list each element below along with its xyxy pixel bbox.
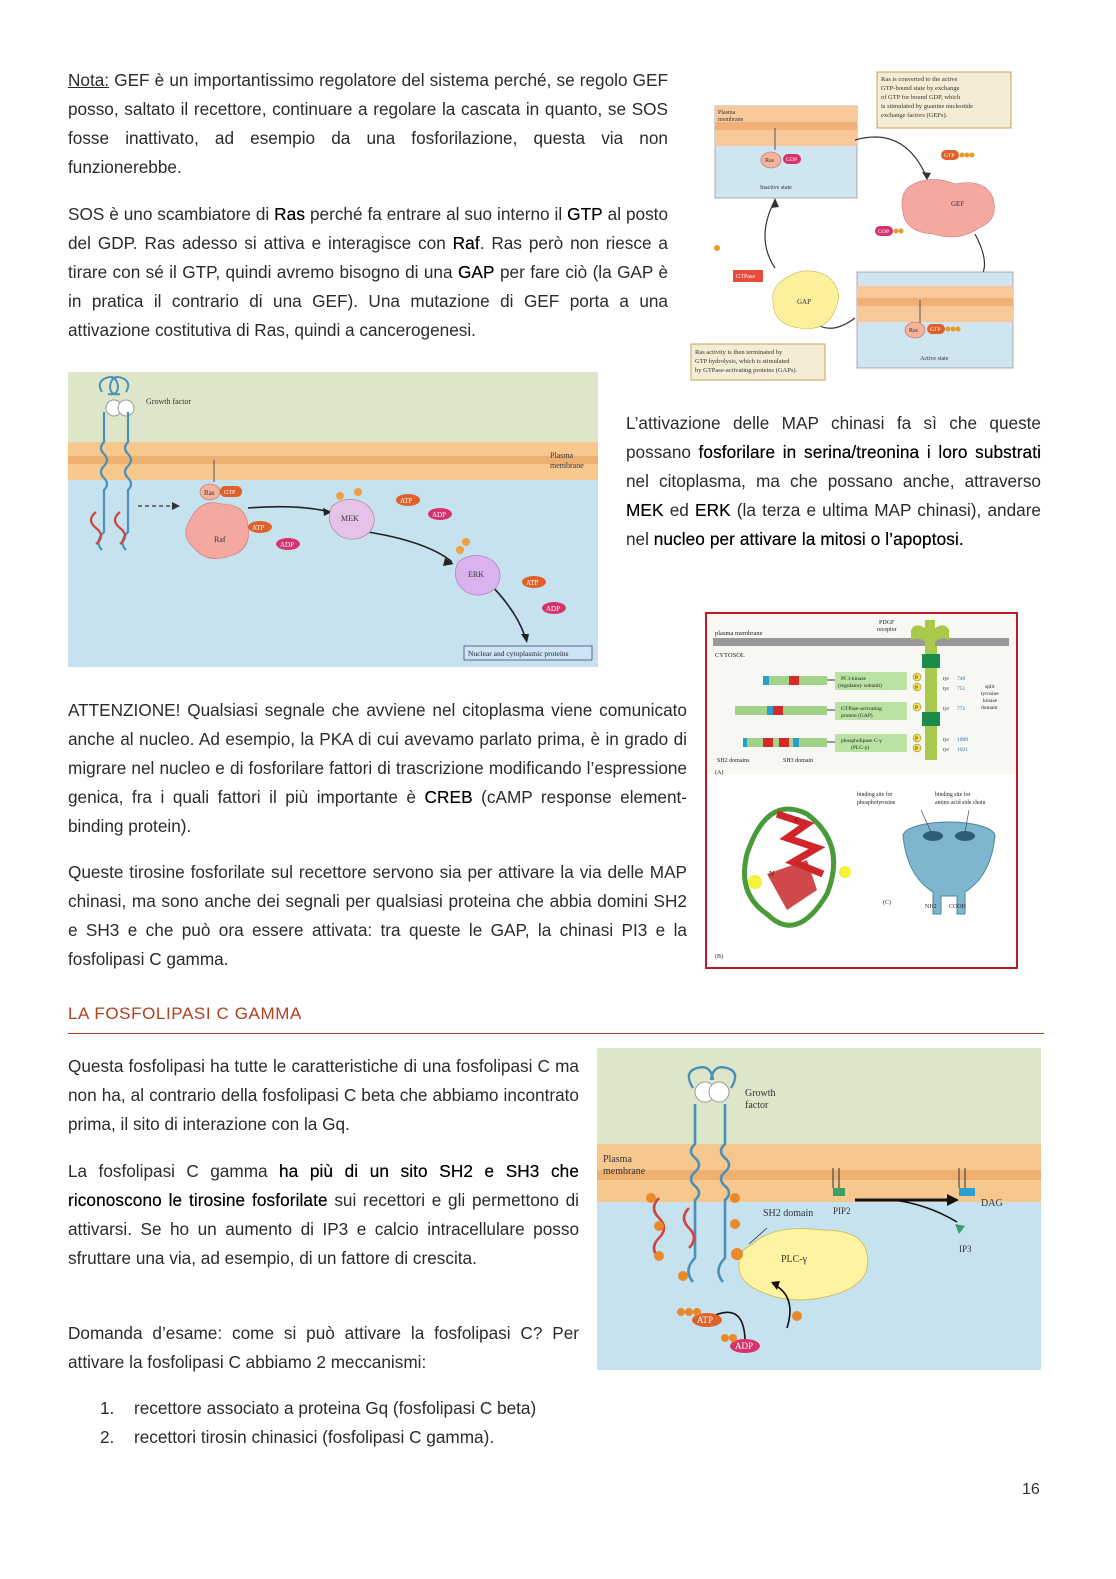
map-cascade-diagram (68, 372, 598, 667)
sos-text-4: . Ras però non riesce a tirare con sé il GTP, quindi avremo bisogno di una (68, 233, 668, 282)
sos-text-2: perché fa entrare al suo interno il (305, 204, 568, 224)
svg-text:ADP: ADP (735, 1341, 754, 1351)
dag-label: DAG (981, 1198, 1003, 1209)
note-text: GEF è un importantissimo regolatore del sistema perché, se regolo GEF posso, saltato il recettore, continuare a regolare la cascata in quanto, se SOS fosse inattivato, ad esempio da una fosforilazione, questa via non funzionerebbe. (68, 70, 668, 177)
svg-text:ATP: ATP (252, 524, 265, 532)
map-growth-factor-label: Growth factor (146, 397, 192, 406)
map-text-3: ed (663, 500, 695, 520)
note-paragraph (68, 66, 668, 182)
gtpase-label: GTPase (736, 274, 755, 280)
svg-text:P: P (915, 685, 919, 691)
svg-text:(C): (C) (883, 900, 891, 906)
map-erk-label: ERK (468, 570, 484, 579)
exam-paragraph (68, 1319, 579, 1377)
plc-sh2-label: SH2 domain (763, 1208, 814, 1219)
svg-text:P: P (915, 736, 919, 742)
svg-text:ADP: ADP (432, 511, 447, 519)
keyword-mek: MEK (626, 500, 664, 520)
keyword-erk: ERK (695, 500, 731, 520)
plc-growth-factor-label: Growth factor (745, 1088, 776, 1111)
plc-gamma-label: PLC-γ (781, 1254, 808, 1265)
figure-ras-cycle (695, 68, 1037, 386)
gdp-bound-label: GDP (786, 157, 798, 163)
figure-pdgf-receptor (705, 612, 1018, 969)
figure-map-cascade (68, 372, 598, 667)
ras-caption-bottom: Ras activity is then terminated by GTP hydrolysis, which is stimulated by GTPase-activating proteins (GAPs). (695, 349, 798, 374)
svg-text:ADP: ADP (280, 541, 295, 549)
pdgf-membrane-label: plasma membrane (715, 630, 763, 637)
svg-text:GTPase-activatingprotein (GAP): GTPase-activating protein (GAP) (841, 706, 882, 719)
plc-paragraph-1 (68, 1052, 579, 1139)
pdgf-cytosol-label: CYTOSOL (715, 652, 745, 659)
pdgf-panel-a: (A) (715, 770, 724, 776)
keyword-sh2-sh3: ha più di un sito SH2 e SH3 che riconoscono le tirosine fosforilate (68, 1161, 579, 1210)
list-item: 2. recettori tirosin chinasici (fosfolipasi C gamma). (100, 1427, 495, 1447)
sos-paragraph (68, 200, 668, 345)
gdp-released-label: GDP (878, 229, 890, 235)
pdgf-panel-b: (B) (715, 954, 723, 960)
page-number: 16 (1022, 1481, 1040, 1498)
svg-text:751: 751 (957, 686, 966, 692)
svg-text:tyr: tyr (943, 747, 950, 753)
note-label: Nota: (68, 70, 110, 90)
svg-text:COOH: COOH (949, 904, 967, 910)
svg-text:ADP: ADP (546, 605, 561, 613)
plc-text-1: Questa fosfolipasi ha tutte le caratteristiche di una fosfolipasi C ma non ha, al contrario della fosfolipasi C beta che abbiamo incontrato prima, il sito di interazione con la Gq. (68, 1056, 579, 1134)
map-targets-label: Nuclear and cytoplasmic proteins (468, 649, 569, 658)
section-divider (68, 1033, 1044, 1034)
map-paragraph (626, 409, 1041, 554)
pip2-label: PIP2 (833, 1206, 851, 1216)
sos-text-3: al posto del GDP. Ras adesso si attiva e interagisce con (68, 204, 669, 253)
exam-text: Domanda d’esame: come si può attivare la fosfolipasi C? Per attivare la fosfolipasi C abbiamo 2 meccanismi: (68, 1323, 579, 1372)
map-text-2: nel citoplasma, ma che possano anche, attraverso (626, 471, 1041, 491)
svg-text:tyr: tyr (943, 706, 950, 712)
keyword-raf: Raf (452, 233, 480, 253)
ras-inactive-label: Ras (765, 158, 774, 164)
svg-text:phospholipase C-γ(PLC-γ): phospholipase C-γ (PLC-γ) (841, 738, 882, 751)
inactive-state-label: Inactive state (760, 185, 792, 191)
map-membrane-label: Plasma membrane (550, 451, 584, 470)
svg-text:ATP: ATP (526, 579, 539, 587)
map-text-1: L’attivazione delle MAP chinasi fa sì che queste possano (626, 413, 1041, 462)
tyrosine-paragraph (68, 858, 687, 974)
inactive-state-panel (715, 106, 857, 198)
pdgf-split-kinase-label: split tyrosine kinase domain (981, 684, 999, 711)
svg-text:740: 740 (957, 676, 966, 682)
tyrosine-text: Queste tirosine fosforilate sul recettore servono sia per attivare la via delle MAP chinasi, ma sono anche dei segnali per qualsiasi proteina che abbia domini SH2 e SH3 e che può ora essere attivata: tra queste le GAP, la chinasi PI3 e la fosfolipasi C gamma. (68, 862, 687, 969)
gtp-free-label: GTP (944, 153, 955, 159)
mechanism-list (100, 1394, 536, 1452)
ras-cycle-diagram (695, 68, 1037, 386)
section-heading: LA FOSFOLIPASI C GAMMA (68, 1004, 302, 1023)
svg-text:C: C (795, 816, 800, 824)
sos-text-1: SOS è uno scambiatore di (68, 204, 275, 224)
ras-active-label: Ras (909, 328, 918, 334)
keyword-ras: Ras (274, 204, 306, 224)
svg-text:binding site foramino acid sid: binding site for amino acid side chain (935, 792, 986, 806)
plc-paragraph-2 (68, 1157, 579, 1273)
plc-gamma-diagram (597, 1048, 1041, 1370)
plc2-text-1: La fosfolipasi C gamma (68, 1161, 279, 1181)
map-text-4: (la terza e ultima MAP chinasi), andare nel (626, 500, 1041, 549)
pdgf-receptor-label: PDGF receptor (877, 620, 897, 633)
svg-text:1021: 1021 (957, 747, 968, 753)
gtp-bound-label: GTP (930, 327, 941, 333)
sos-text-5: per fare ciò (la GAP è in pratica il contrario di una GEF). Una mutazione di GEF porta a una attivazione costitutiva di Ras, quindi a cancerogenesi. (68, 262, 669, 340)
list-item: 1. recettore associato a proteina Gq (fosfolipasi C beta) (100, 1398, 537, 1418)
plc-membrane-label: Plasma membrane (603, 1154, 646, 1177)
keyword-gap: GAP (457, 262, 495, 282)
svg-text:Plasmamembrane: Plasma membrane (718, 110, 744, 123)
pdgf-sh2-label: SH2 domains (717, 758, 750, 764)
active-state-label: Active state (920, 356, 949, 362)
svg-text:tyr: tyr (943, 737, 950, 743)
keyword-nucleo: nucleo per attivare la mitosi o l’apoptosi. (653, 529, 964, 549)
ip3-label: IP3 (959, 1244, 972, 1254)
svg-text:PI 3-kinase(regulatory subunit: PI 3-kinase (regulatory subunit) (838, 676, 882, 689)
map-raf-label: Raf (214, 535, 226, 544)
plc2-text-2: sui recettori e gli permettono di attivarsi. Se ho un aumento di IP3 e calcio intracellulare posso sfruttare una via, ad esempio, di un fattore di crescita. (68, 1190, 579, 1268)
pdgf-sh3-label: SH3 domain (783, 758, 814, 764)
svg-text:tyr: tyr (943, 686, 950, 692)
gef-label: GEF (951, 200, 965, 208)
svg-text:1009: 1009 (957, 737, 968, 743)
svg-text:N: N (769, 870, 775, 878)
svg-text:binding site forphosphotyrosin: binding site for phosphotyrosine (857, 792, 896, 806)
svg-text:P: P (915, 675, 919, 681)
figure-plc-gamma (597, 1048, 1041, 1370)
svg-text:ATP: ATP (697, 1315, 714, 1325)
attention-text-1: ATTENZIONE! Qualsiasi segnale che avviene nel citoplasma viene comunicato anche al nucleo. Ad esempio, la PKA di cui avevamo parlato prima, è in grado di migrare nel nucleo e di fosforilare fattori di trascrizione modificando l’espressione genica, fra i quali fattori il più importante è (68, 700, 687, 807)
svg-text:tyr: tyr (943, 676, 950, 682)
svg-text:P: P (915, 746, 919, 752)
pdgf-diagram (707, 614, 1016, 967)
svg-text:P: P (915, 705, 919, 711)
keyword-creb: CREB (424, 787, 473, 807)
svg-text:NH2: NH2 (925, 904, 937, 910)
map-mek-label: MEK (341, 514, 359, 523)
gap-label: GAP (797, 298, 812, 306)
svg-text:ATP: ATP (400, 497, 413, 505)
keyword-fosforilare: fosforilare in serina/treonina i loro substrati (698, 442, 1041, 462)
attention-paragraph (68, 696, 687, 841)
ras-caption-top: Ras is converted to the active GTP-bound state by exchange of GTP for bound GDP, which is stimulated by guanine nucleotide exchange factors (GEFs). (881, 76, 974, 119)
active-state-panel (857, 272, 1013, 368)
keyword-gtp: GTP (567, 204, 603, 224)
attention-text-2: (cAMP response element-binding protein). (68, 787, 688, 836)
svg-text:771: 771 (957, 706, 966, 712)
map-ras-label: Ras (204, 489, 215, 497)
map-gtp-label: GTP (224, 490, 236, 496)
